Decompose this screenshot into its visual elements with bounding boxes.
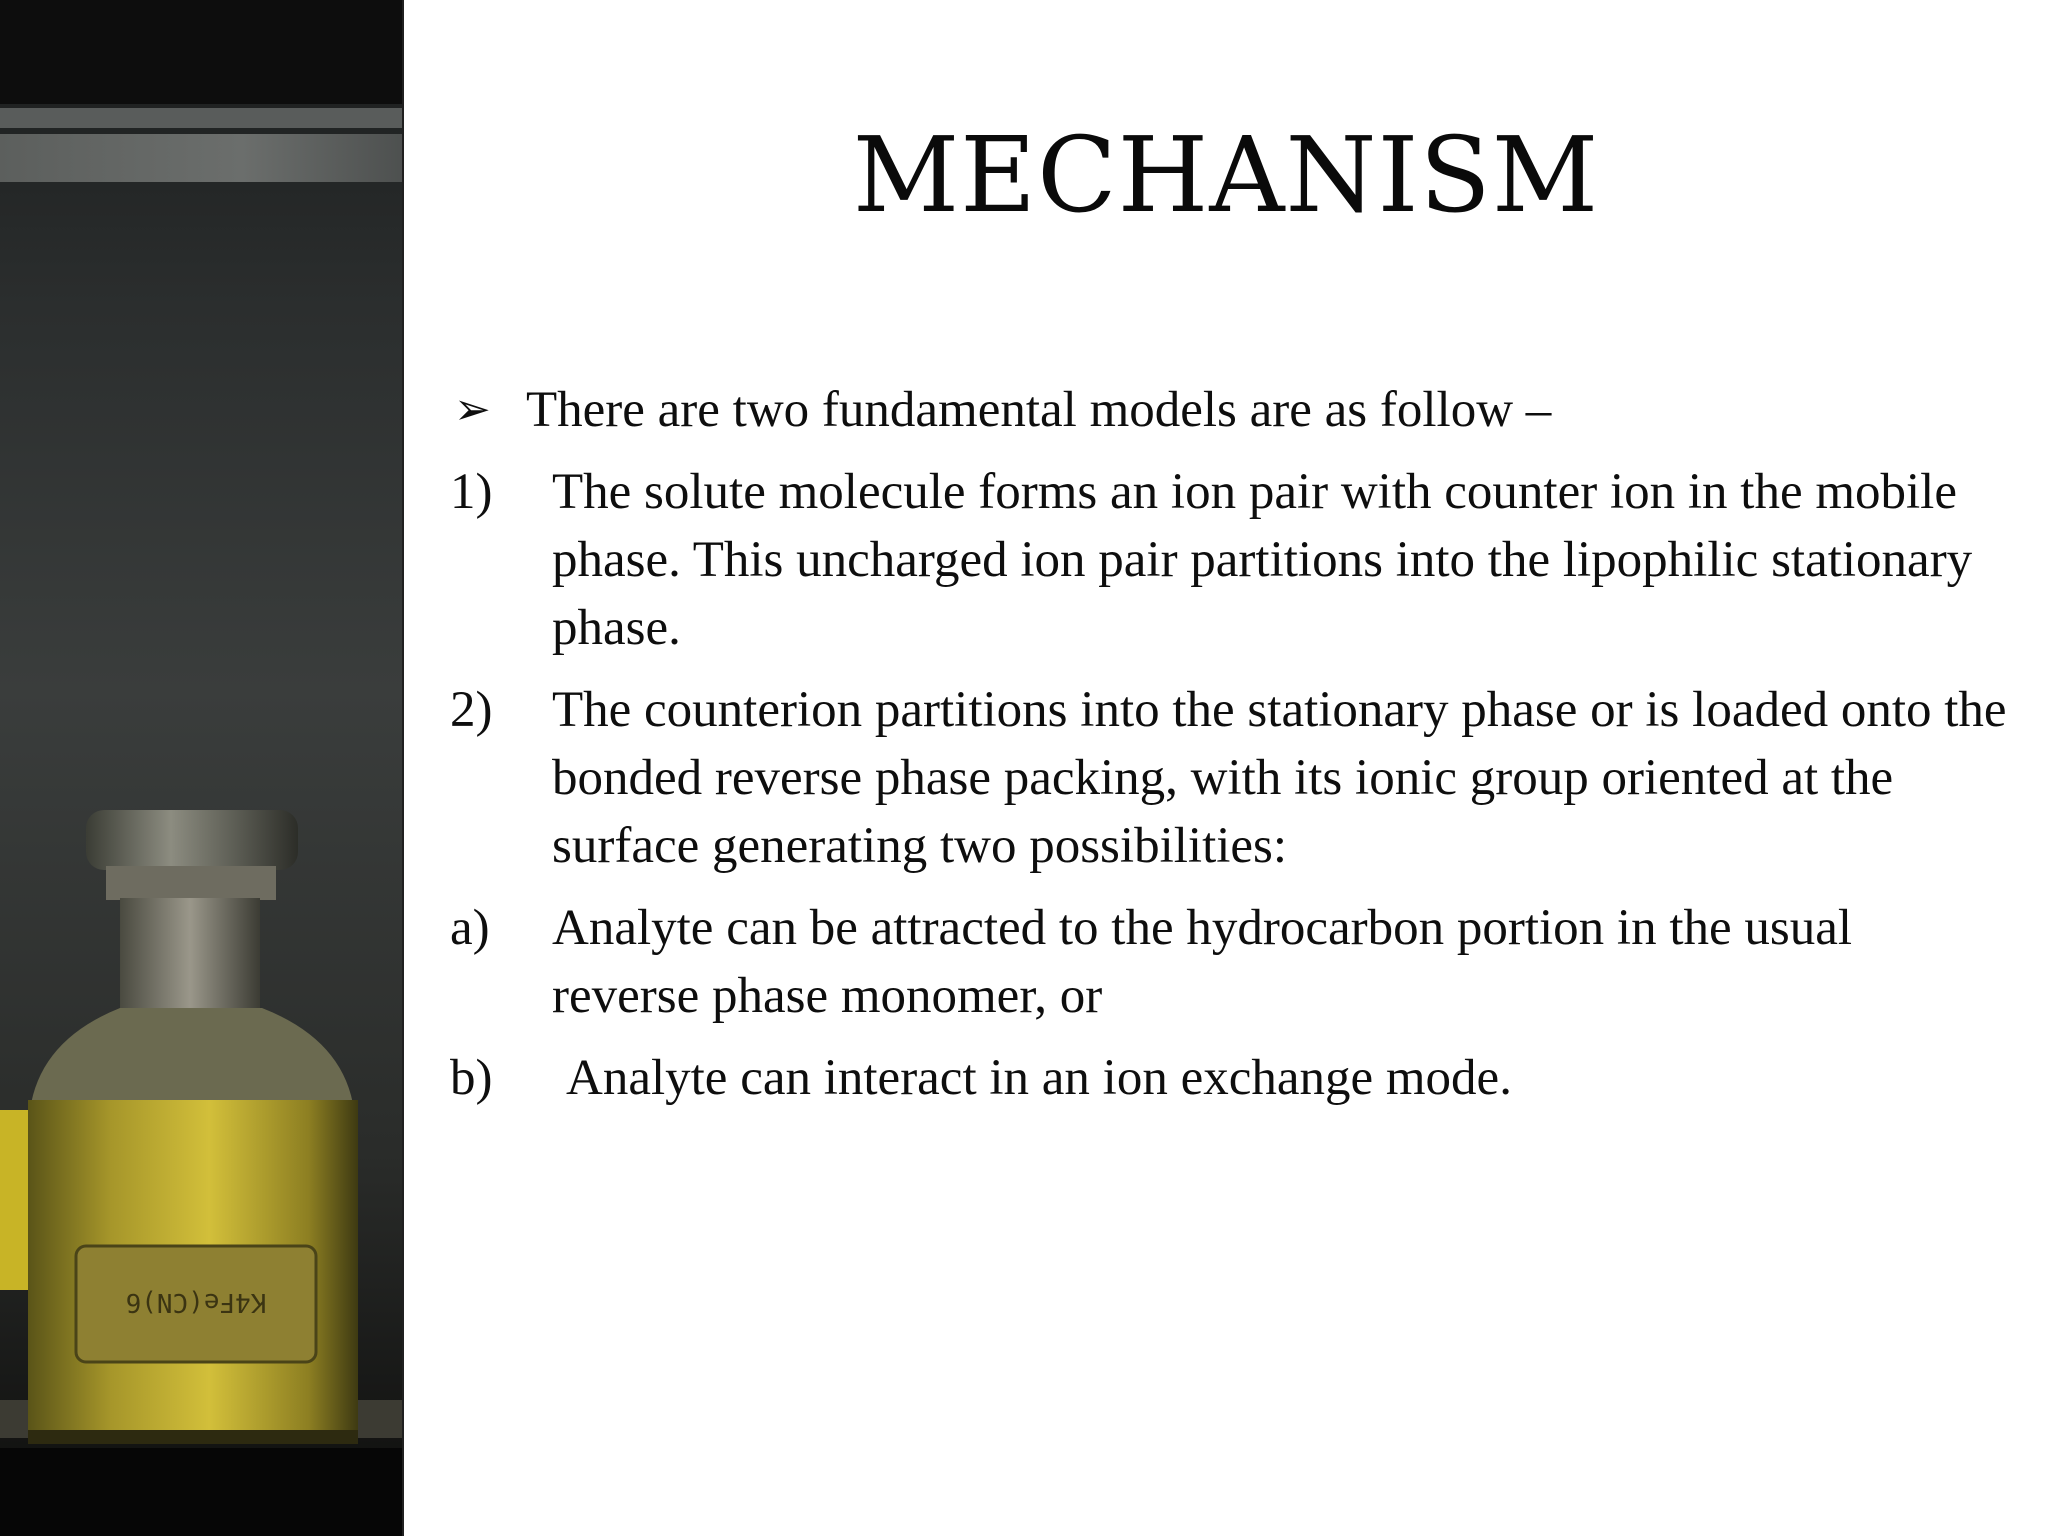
slide-body — [450, 376, 2010, 1126]
list-item-a — [450, 894, 2010, 1030]
svg-text:K4Fe(CN)6: K4Fe(CN)6 — [125, 1287, 267, 1317]
list-item-b — [450, 1044, 2010, 1112]
arrow-bullet-icon: ➢ — [454, 385, 491, 434]
list-marker: b) — [450, 1050, 493, 1106]
bottle-label-icon — [126, 1287, 267, 1317]
list-item-text: Analyte can interact in an ion exchange mode. — [566, 1050, 1512, 1106]
list-item-text: Analyte can be attracted to the hydrocarbon portion in the usual reverse phase monomer, or — [552, 900, 1853, 1024]
list-marker: a) — [450, 900, 490, 956]
bullet-intro — [450, 376, 2010, 444]
list-marker: 2) — [450, 682, 493, 738]
list-item-2 — [450, 676, 2010, 880]
list-item-text: The solute molecule forms an ion pair with counter ion in the mobile phase. This uncharged ion pair partitions into the lipophilic stationary phase. — [552, 464, 1973, 656]
bottle-photo — [0, 0, 404, 1536]
list-item-1 — [450, 458, 2010, 662]
slide-title: MECHANISM — [852, 114, 1600, 236]
bottle-illustration — [0, 0, 404, 1536]
list-item-text: The counterion partitions into the stationary phase or is loaded onto the bonded reverse phase packing, with its ionic group oriented at the surface generating two possibilities: — [552, 682, 2007, 874]
list-marker: 1) — [450, 464, 493, 520]
bullet-text: There are two fundamental models are as follow – — [526, 382, 1552, 438]
